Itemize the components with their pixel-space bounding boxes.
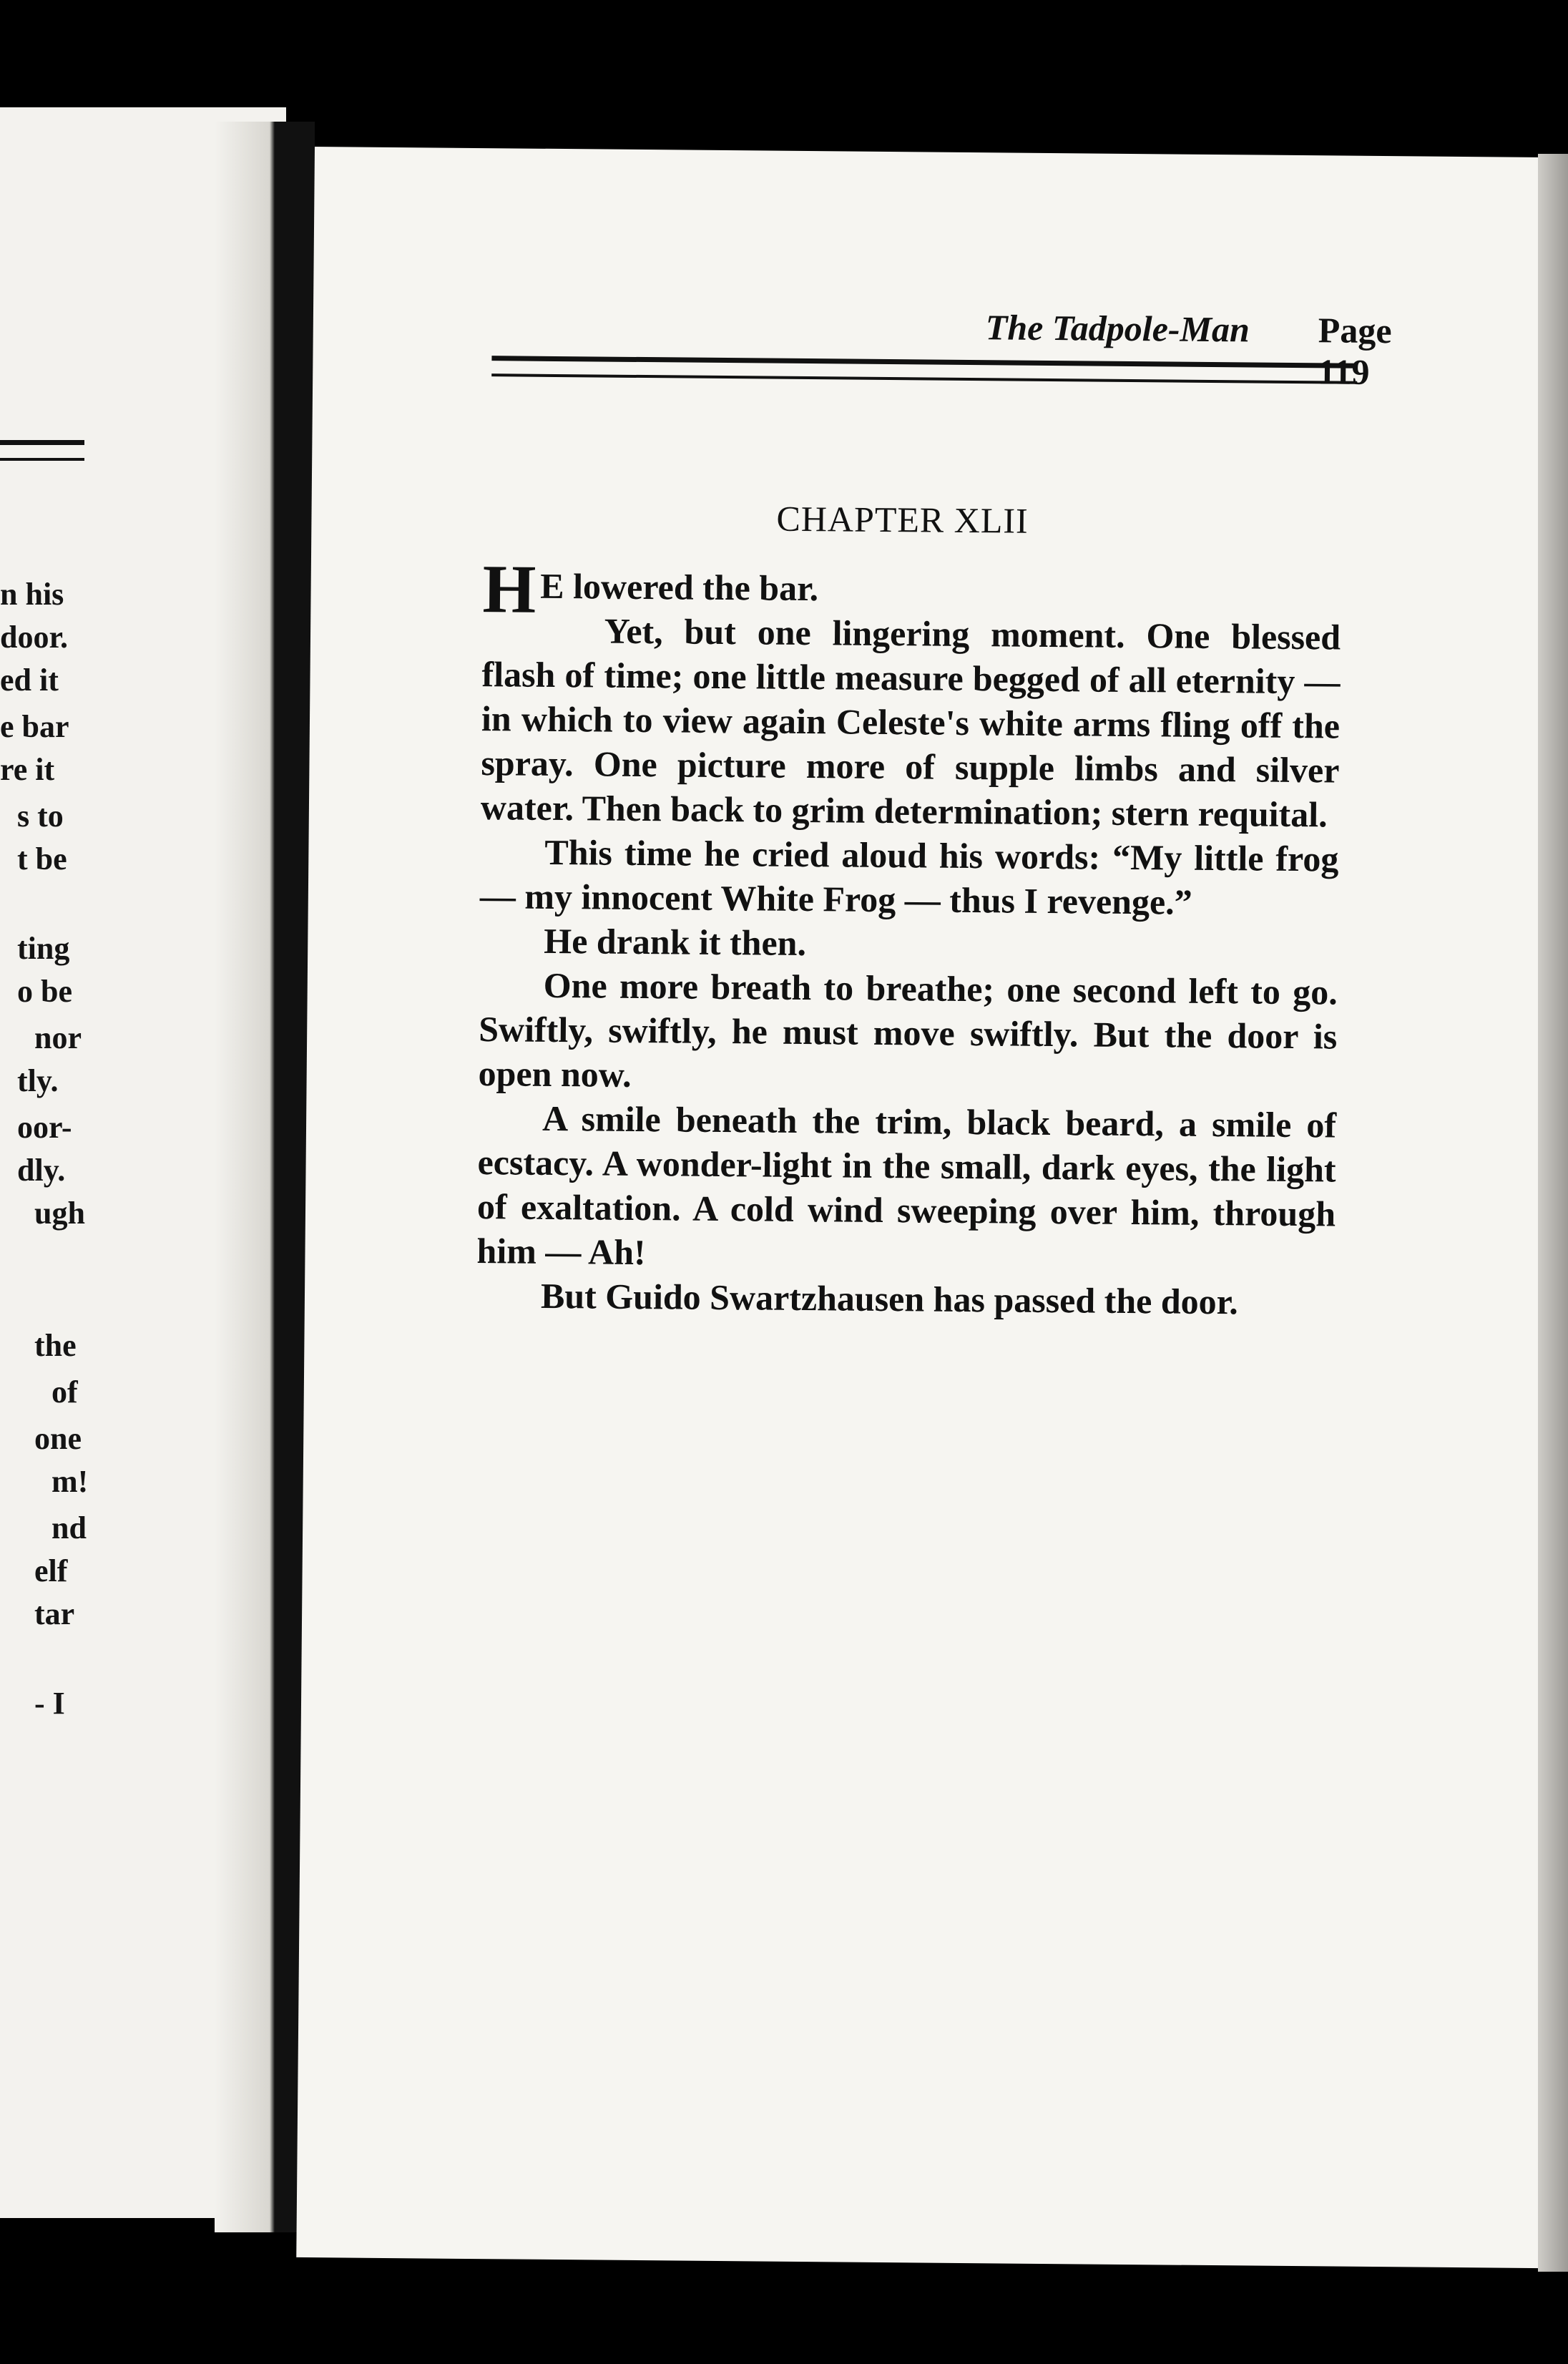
left-page-fragment: ed it — [0, 663, 59, 698]
right-page — [296, 147, 1559, 2268]
left-page-fragment: - I — [34, 1686, 65, 1721]
left-page-fragment: s to — [17, 798, 64, 834]
left-page-fragment: t be — [17, 841, 67, 876]
page-number: Page 119 — [1318, 310, 1392, 392]
paragraph-1: H E lowered the bar. — [482, 550, 819, 627]
paragraph-6: A smile beneath the trim, black beard, a smile of ecstacy. A wonder-light in the small, dark eyes, the light of exaltation. A cold wind sweeping over him, through him — Ah! — [476, 1098, 1337, 1273]
paragraph-5: One more breath to breathe; one second left to go. Swiftly, swiftly, he must move swiftly. But the door is open now. — [478, 964, 1338, 1095]
left-page-fragment: door. — [0, 620, 68, 655]
running-title: The Tadpole-Man — [985, 307, 1250, 350]
drop-cap: H — [482, 550, 536, 627]
left-page-fragment: dly. — [17, 1153, 66, 1188]
paragraph-7: But Guido Swartzhausen has passed the door. — [540, 1275, 1238, 1322]
left-page-fragment: n his — [0, 577, 64, 612]
page-edge — [1538, 154, 1568, 2272]
chapter-body — [476, 550, 1341, 1324]
paragraph-4: He drank it then. — [544, 920, 807, 964]
left-page-fragment: the — [34, 1328, 77, 1363]
left-page-fragment: nd — [52, 1510, 87, 1545]
left-page-fragment: e bar — [0, 709, 69, 744]
chapter-title: CHAPTER XLII — [776, 498, 1029, 541]
left-header-rule — [0, 440, 84, 461]
left-page-fragment: re it — [0, 752, 55, 787]
left-page-fragment: of — [52, 1374, 78, 1410]
left-page-fragment: m! — [52, 1464, 89, 1499]
left-page-fragment: elf — [34, 1553, 68, 1588]
left-page-fragment: o be — [17, 974, 72, 1009]
left-page-fragment: tar — [34, 1596, 75, 1631]
paragraph-3: This time he cried aloud his words: “My little frog — my innocent White Frog — thus I revenge.” — [479, 831, 1339, 922]
left-page-fragment: oor- — [17, 1110, 72, 1145]
left-page-fragment: nor — [34, 1020, 82, 1055]
paragraph-2: Yet, but one lingering moment. One blessed flash of time; one little measure begged of all eternity — in which to view again Celeste's white arms fling off the spray. One picture more of supple limbs and silver water. Then back to grim determination; stern requital. — [480, 610, 1341, 835]
left-page-fragment: ting — [17, 931, 70, 966]
left-page-fragment: tly. — [17, 1063, 59, 1098]
left-page-fragment: one — [34, 1421, 82, 1456]
left-page-fragment: ugh — [34, 1196, 85, 1231]
